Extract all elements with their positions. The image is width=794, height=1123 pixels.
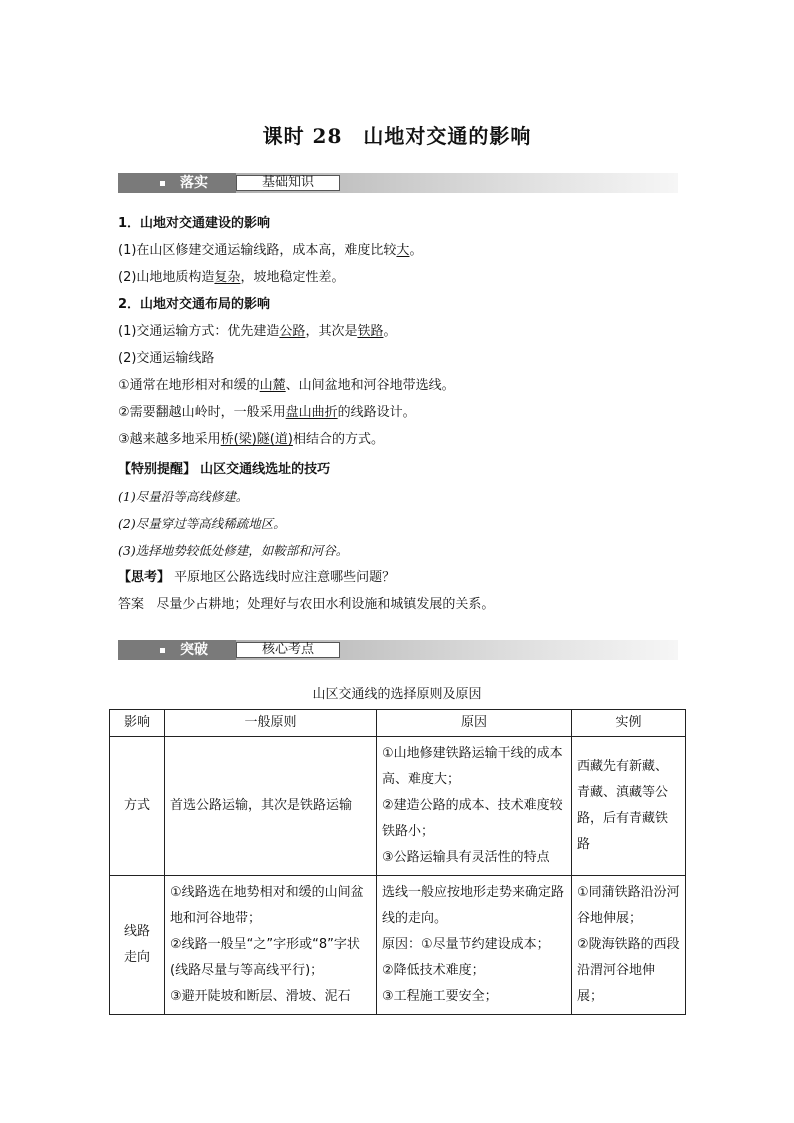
page-title: 课时 28 山地对交通的影响 xyxy=(262,124,532,148)
square-bullet-icon xyxy=(160,648,165,653)
impact-cell: 线路 走向 xyxy=(110,876,165,1015)
think-question: 【思考】 平原地区公路选线时应注意哪些问题？ xyxy=(118,570,396,585)
knowledge-line-1: (1)在山区修建交通运输线路，成本高，难度比较大。 xyxy=(118,243,423,258)
knowledge-line-7: ③越来越多地采用桥(梁)隧(道)相结合的方式。 xyxy=(118,432,384,447)
header-cell: 一般原则 xyxy=(165,710,377,737)
blank-answer: 复杂 xyxy=(214,270,241,285)
banner-tag-label: 突破 xyxy=(180,642,208,658)
banner-tag xyxy=(118,640,236,660)
table-caption: 山区交通线的选择原则及原因 xyxy=(312,687,482,702)
example-cell: ①同蒲铁路沿汾河谷地伸展； ②陇海铁路的西段沿渭河谷地伸展； xyxy=(572,876,686,1015)
table-row xyxy=(110,737,686,876)
heading-1: 1．山地对交通建设的影响 xyxy=(118,216,271,231)
blank-answer: 山麓 xyxy=(259,378,286,393)
reason-cell: 选线一般应按地形走势来确定路线的走向。 原因：①尽量节约建设成本； ②降低技术难度； ③工程施工要安全； xyxy=(377,876,572,1015)
tip-line-3: (3)选择地势较低处修建，如鞍部和河谷。 xyxy=(118,543,349,558)
principle-cell: 首选公路运输，其次是铁路运输 xyxy=(165,737,377,876)
banner-tag-label: 落实 xyxy=(180,175,208,191)
blank-answer: 公路 xyxy=(279,324,306,339)
square-bullet-icon xyxy=(160,181,165,186)
impact-cell: 方式 xyxy=(110,737,165,876)
knowledge-line-5: ①通常在地形相对和缓的山麓、山间盆地和河谷地带选线。 xyxy=(118,378,455,393)
banner-tag xyxy=(118,173,236,193)
knowledge-line-6: ②需要翻越山岭时，一般采用盘山曲折的线路设计。 xyxy=(118,405,416,420)
header-cell: 实例 xyxy=(572,710,686,737)
tip-line-2: (2)尽量穿过等高线稀疏地区。 xyxy=(118,516,286,531)
section-banner-core xyxy=(118,640,678,660)
blank-answer: 铁路 xyxy=(357,324,384,339)
answer-line: 答案 尽量少占耕地；处理好与农田水利设施和城镇发展的关系。 xyxy=(118,597,495,612)
knowledge-line-4: (2)交通运输线路 xyxy=(118,351,215,366)
example-cell: 西藏先有新藏、青藏、滇藏等公路，后有青藏铁路 xyxy=(572,737,686,876)
knowledge-line-2: (2)山地地质构造复杂，坡地稳定性差。 xyxy=(118,270,345,285)
banner-label: 基础知识 xyxy=(236,175,340,191)
principle-cell: ①线路选在地势相对和缓的山间盆地和河谷地带； ②线路一般呈“之”字形或“8”字状(线路尽量与等高线平行)； ③避开陡坡和断层、滑坡、泥石 xyxy=(165,876,377,1015)
table-header-row xyxy=(110,710,686,737)
banner-label: 核心考点 xyxy=(236,642,340,658)
blank-answer: 大 xyxy=(396,243,410,258)
selection-principles-table xyxy=(109,709,686,1015)
blank-answer: 桥(梁)隧(道) xyxy=(220,432,293,447)
header-cell: 原因 xyxy=(377,710,572,737)
tip-line-1: (1)尽量沿等高线修建。 xyxy=(118,489,249,504)
heading-2: 2．山地对交通布局的影响 xyxy=(118,297,271,312)
knowledge-line-3: (1)交通运输方式：优先建造公路，其次是铁路。 xyxy=(118,324,397,339)
section-banner-basics xyxy=(118,173,678,193)
header-cell: 影响 xyxy=(110,710,165,737)
table-row xyxy=(110,876,686,1015)
reason-cell: ①山地修建铁路运输干线的成本高、难度大； ②建造公路的成本、技术难度较铁路小； ③公路运输具有灵活性的特点 xyxy=(377,737,572,876)
blank-answer: 盘山曲折 xyxy=(285,405,338,420)
tip-heading: 【特别提醒】 山区交通线选址的技巧 xyxy=(118,462,331,477)
